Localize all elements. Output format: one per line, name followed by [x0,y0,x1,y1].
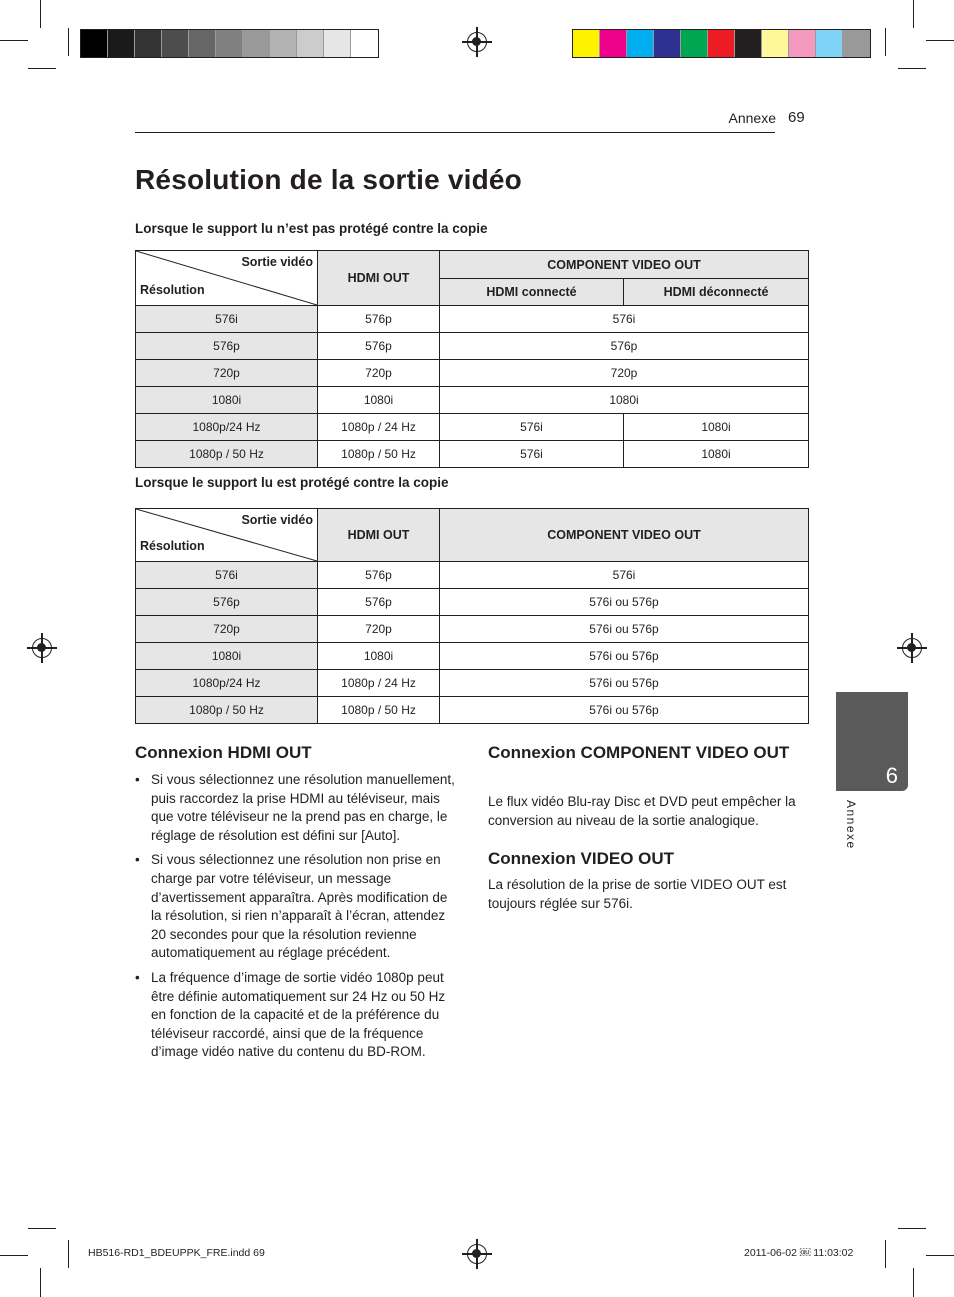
table-protected [135,508,809,724]
color-swatch [243,30,270,57]
corner-resolution-label: Résolution [140,539,205,553]
table-cell: 576p [318,333,440,360]
table-cell: 720p [136,616,318,643]
table-cell: 1080i [318,387,440,414]
video-out-text: La résolution de la prise de sortie VIDEO OUT est toujours réglée sur 576i. [488,877,787,911]
subcol-hdmi-disconnected: HDMI déconnecté [624,279,809,306]
color-swatch [843,30,870,57]
table1-caption: Lorsque le support lu n’est pas protégé contre la copie [135,221,488,236]
col-component-video-out: COMPONENT VIDEO OUT [440,251,809,279]
table-cell: 576i [136,562,318,589]
color-swatch [681,30,708,57]
crop-mark [926,1255,954,1256]
table-cell: 1080p / 50 Hz [136,697,318,724]
table-cell: 1080p/24 Hz [136,414,318,441]
footer-timestamp: 2011-06-02 ￼ 11:03:02 [744,1247,854,1259]
chapter-tab [836,692,908,791]
table-cell: 720p [318,616,440,643]
table-cell: 576i [440,562,809,589]
crop-mark [40,0,41,28]
color-swatch [789,30,816,57]
table-cell: 576i ou 576p [440,697,809,724]
registration-mark-icon [902,638,922,658]
color-swatch [81,30,108,57]
color-swatch [270,30,297,57]
color-swatch [735,30,762,57]
table-cell: 576i ou 576p [440,643,809,670]
table-cell: 576i ou 576p [440,589,809,616]
color-swatch [324,30,351,57]
color-swatch [189,30,216,57]
table-cell: 1080i [136,387,318,414]
color-swatch [762,30,789,57]
table-cell: 1080p/24 Hz [136,670,318,697]
table-cell: 576p [318,306,440,333]
component-out-text: Le flux vidéo Blu-ray Disc et DVD peut empêcher la conversion au niveau de la sortie analogique. [488,794,796,828]
table-cell: 576i [440,441,624,468]
color-swatch [297,30,324,57]
crop-mark [885,28,886,56]
table-cell: 1080p / 50 Hz [318,697,440,724]
table-cell: 1080p / 50 Hz [318,441,440,468]
chapter-label: Annexe [844,800,858,850]
table-cell: 1080i [136,643,318,670]
list-item: • La fréquence d’image de sortie vidéo 1080p peut être définie automatiquement sur 24 Hz ou 50 Hz en fonction de la capacité et de la préférence du téléviseur raccordé, ainsi que de la fréquence d’image vidéo native du contenu du BD-ROM. [135,969,457,1062]
crop-mark [885,1240,886,1268]
color-swatch [162,30,189,57]
grayscale-color-bar [80,29,379,58]
color-swatch [108,30,135,57]
component-out-heading: Connexion COMPONENT VIDEO OUT [488,743,790,762]
color-swatch [654,30,681,57]
process-color-bar [572,29,871,58]
table-cell: 1080p / 24 Hz [318,670,440,697]
crop-mark [40,1268,41,1297]
table-cell: 1080p / 24 Hz [318,414,440,441]
page-title: Résolution de la sortie vidéo [135,164,522,195]
color-swatch [573,30,600,57]
col-hdmi-out: HDMI OUT [318,251,440,306]
crop-mark [0,1255,28,1256]
hdmi-out-bullets [135,771,457,1068]
color-swatch [627,30,654,57]
registration-mark-icon [467,1244,487,1264]
hdmi-out-heading: Connexion HDMI OUT [135,743,312,762]
crop-mark [28,1228,56,1229]
crop-mark [913,0,914,28]
crop-mark [28,68,56,69]
footer-filename: HB516-RD1_BDEUPPK_FRE.indd 69 [88,1247,265,1259]
table-cell: 576p [440,333,809,360]
video-out-heading: Connexion VIDEO OUT [488,849,675,868]
table-cell: 1080i [624,441,809,468]
list-item: • Si vous sélectionnez une résolution manuellement, puis raccordez la prise HDMI au téléviseur, mais que votre téléviseur ne la prend pas en charge, le réglage de résolution est défini sur [Auto]. [135,771,457,845]
crop-mark [898,68,926,69]
crop-mark [68,28,69,56]
table-cell: 576p [318,589,440,616]
crop-mark [898,1228,926,1229]
list-item: • Si vous sélectionnez une résolution non prise en charge par votre téléviseur, un message d’avertissement apparaîtra. Après modification de la résolution, si rien n’apparaît à l’écran, attendez 20 secondes pour que la résolution revienne automatiquement au réglage précédent. [135,851,457,963]
table2-caption: Lorsque le support lu est protégé contre la copie [135,475,449,490]
color-swatch [135,30,162,57]
table-cell: 576i ou 576p [440,670,809,697]
table1-corner-cell [136,251,318,306]
table-cell: 576i [440,306,809,333]
table-cell: 720p [440,360,809,387]
table-cell: 576i ou 576p [440,616,809,643]
page-number: 69 [788,109,805,126]
corner-output-label: Sortie vidéo [241,255,313,269]
color-swatch [600,30,627,57]
crop-mark [0,40,28,41]
registration-mark-icon [467,32,487,52]
table-unprotected [135,250,809,468]
subcol-hdmi-connected: HDMI connecté [440,279,624,306]
crop-mark [926,40,954,41]
table-cell: 576p [136,333,318,360]
table-cell: 1080i [624,414,809,441]
table-cell: 1080p / 50 Hz [136,441,318,468]
table-cell: 576p [318,562,440,589]
crop-mark [68,1240,69,1268]
table-cell: 576p [136,589,318,616]
registration-mark-icon [32,638,52,658]
color-swatch [816,30,843,57]
table-cell: 720p [136,360,318,387]
col-component-video-out: COMPONENT VIDEO OUT [440,509,809,562]
header-rule [135,132,775,133]
table2-corner-cell [136,509,318,562]
table-cell: 576i [136,306,318,333]
chapter-number: 6 [885,763,898,788]
table-cell: 1080i [440,387,809,414]
color-swatch [351,30,378,57]
crop-mark [913,1268,914,1297]
table-cell: 576i [440,414,624,441]
col-hdmi-out: HDMI OUT [318,509,440,562]
color-swatch [216,30,243,57]
table-cell: 1080i [318,643,440,670]
corner-resolution-label: Résolution [140,283,205,297]
running-header-section: Annexe [728,110,776,126]
table-cell: 720p [318,360,440,387]
color-swatch [708,30,735,57]
corner-output-label: Sortie vidéo [241,513,313,527]
